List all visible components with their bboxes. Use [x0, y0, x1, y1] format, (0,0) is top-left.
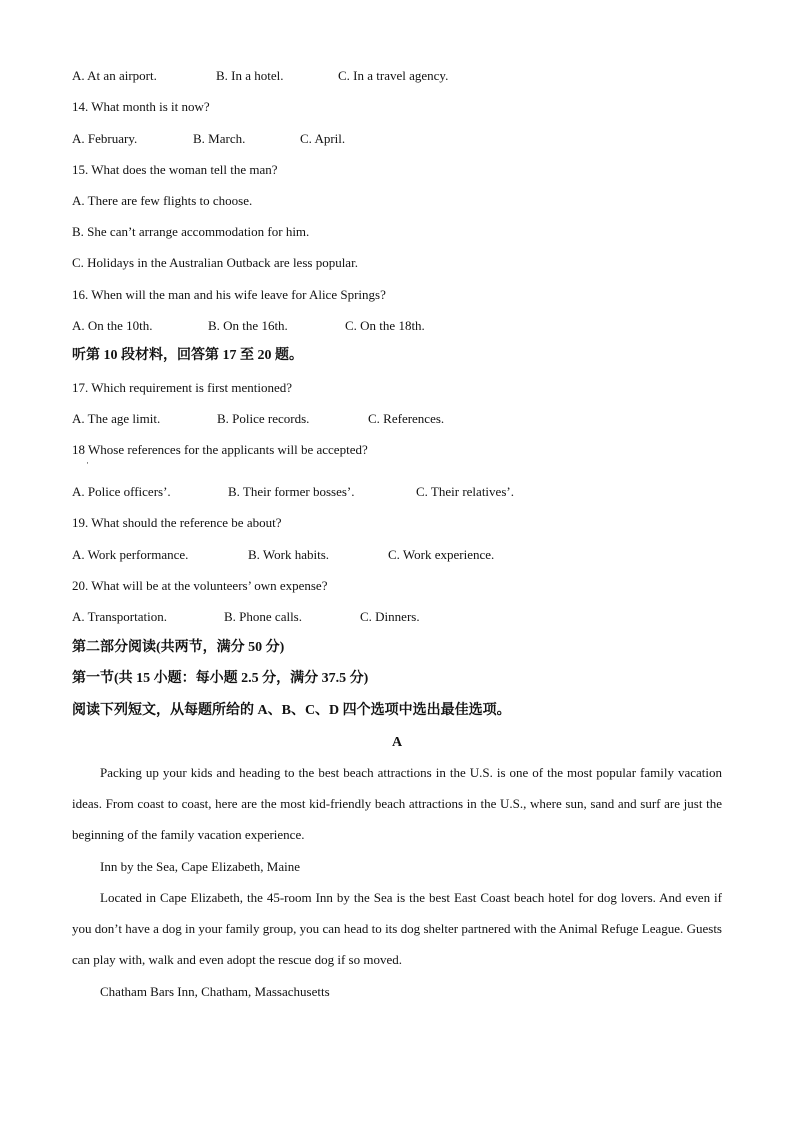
q16-option-a: A. On the 10th.: [72, 318, 153, 333]
q15-option-b: B. She can’t arrange accommodation for him.: [72, 224, 310, 239]
q18-option-c: C. Their relatives’.: [416, 484, 514, 499]
place1-heading: Inn by the Sea, Cape Elizabeth, Maine: [100, 859, 300, 874]
q19-option-a: A. Work performance.: [72, 547, 189, 562]
q14-option-b: B. March.: [193, 131, 246, 146]
passage-intro: Packing up your kids and heading to the best beach attractions in the U.S. is one of the most popular family vacation ideas. From coast to coast, here are the most kid-friendly beach attractions in the U.S., where sun, sand and surf are just the beginning of the family vacation experience.: [72, 765, 722, 842]
q20-stem: 20. What will be at the volunteers’ own expense?: [72, 578, 328, 593]
q18-stem: 18 Whose references for the applicants will be accepted?: [72, 442, 368, 457]
reading-instruction: 阅读下列短文，从每题所给的 A、B、C、D 四个选项中选出最佳选项。: [72, 703, 511, 718]
q13-option-b: B. In a hotel.: [216, 68, 284, 83]
q19-stem: 19. What should the reference be about?: [72, 515, 282, 530]
place2-heading: Chatham Bars Inn, Chatham, Massachusetts: [100, 984, 330, 999]
q17-stem: 17. Which requirement is first mentioned?: [72, 380, 292, 395]
q18-stray-mark: ·: [86, 458, 89, 468]
q14-stem: 14. What month is it now?: [72, 99, 210, 114]
q16-option-c: C. On the 18th.: [345, 318, 425, 333]
q15-option-a: A. There are few flights to choose.: [72, 193, 253, 208]
q18-option-a: A. Police officers’.: [72, 484, 171, 499]
q19-option-b: B. Work habits.: [248, 547, 330, 562]
q20-option-b: B. Phone calls.: [224, 609, 302, 624]
q16-option-b: B. On the 16th.: [208, 318, 288, 333]
q14-option-a: A. February.: [72, 131, 138, 146]
place1-text: Located in Cape Elizabeth, the 45-room Inn by the Sea is the best East Coast beach hotel for dog lovers. And even if you don’t have a dog in your family group, you can head to its dog shelter partnered with the Animal Refuge League. Guests can play with, walk and even adopt the rescue dog if so moved.: [72, 890, 722, 967]
q17-option-b: B. Police records.: [217, 411, 310, 426]
q18-option-b: B. Their former bosses’.: [228, 484, 355, 499]
q13-option-c: C. In a travel agency.: [338, 68, 449, 83]
passage-label: A: [391, 735, 403, 750]
q15-option-c: C. Holidays in the Australian Outback are less popular.: [72, 255, 358, 270]
q19-option-c: C. Work experience.: [388, 547, 495, 562]
q20-option-a: A. Transportation.: [72, 609, 167, 624]
q15-stem: 15. What does the woman tell the man?: [72, 162, 278, 177]
section1-heading: 第一节(共 15 小题：每小题 2.5 分，满分 37.5 分): [72, 671, 369, 686]
q14-option-c: C. April.: [300, 131, 346, 146]
section-heading-material-10: 听第 10 段材料，回答第 17 至 20 题。: [72, 348, 303, 363]
q16-stem: 16. When will the man and his wife leave for Alice Springs?: [72, 287, 386, 302]
q13-option-a: A. At an airport.: [72, 68, 157, 83]
part2-heading: 第二部分阅读(共两节，满分 50 分): [72, 640, 285, 655]
q20-option-c: C. Dinners.: [360, 609, 420, 624]
q17-option-a: A. The age limit.: [72, 411, 161, 426]
q17-option-c: C. References.: [368, 411, 445, 426]
